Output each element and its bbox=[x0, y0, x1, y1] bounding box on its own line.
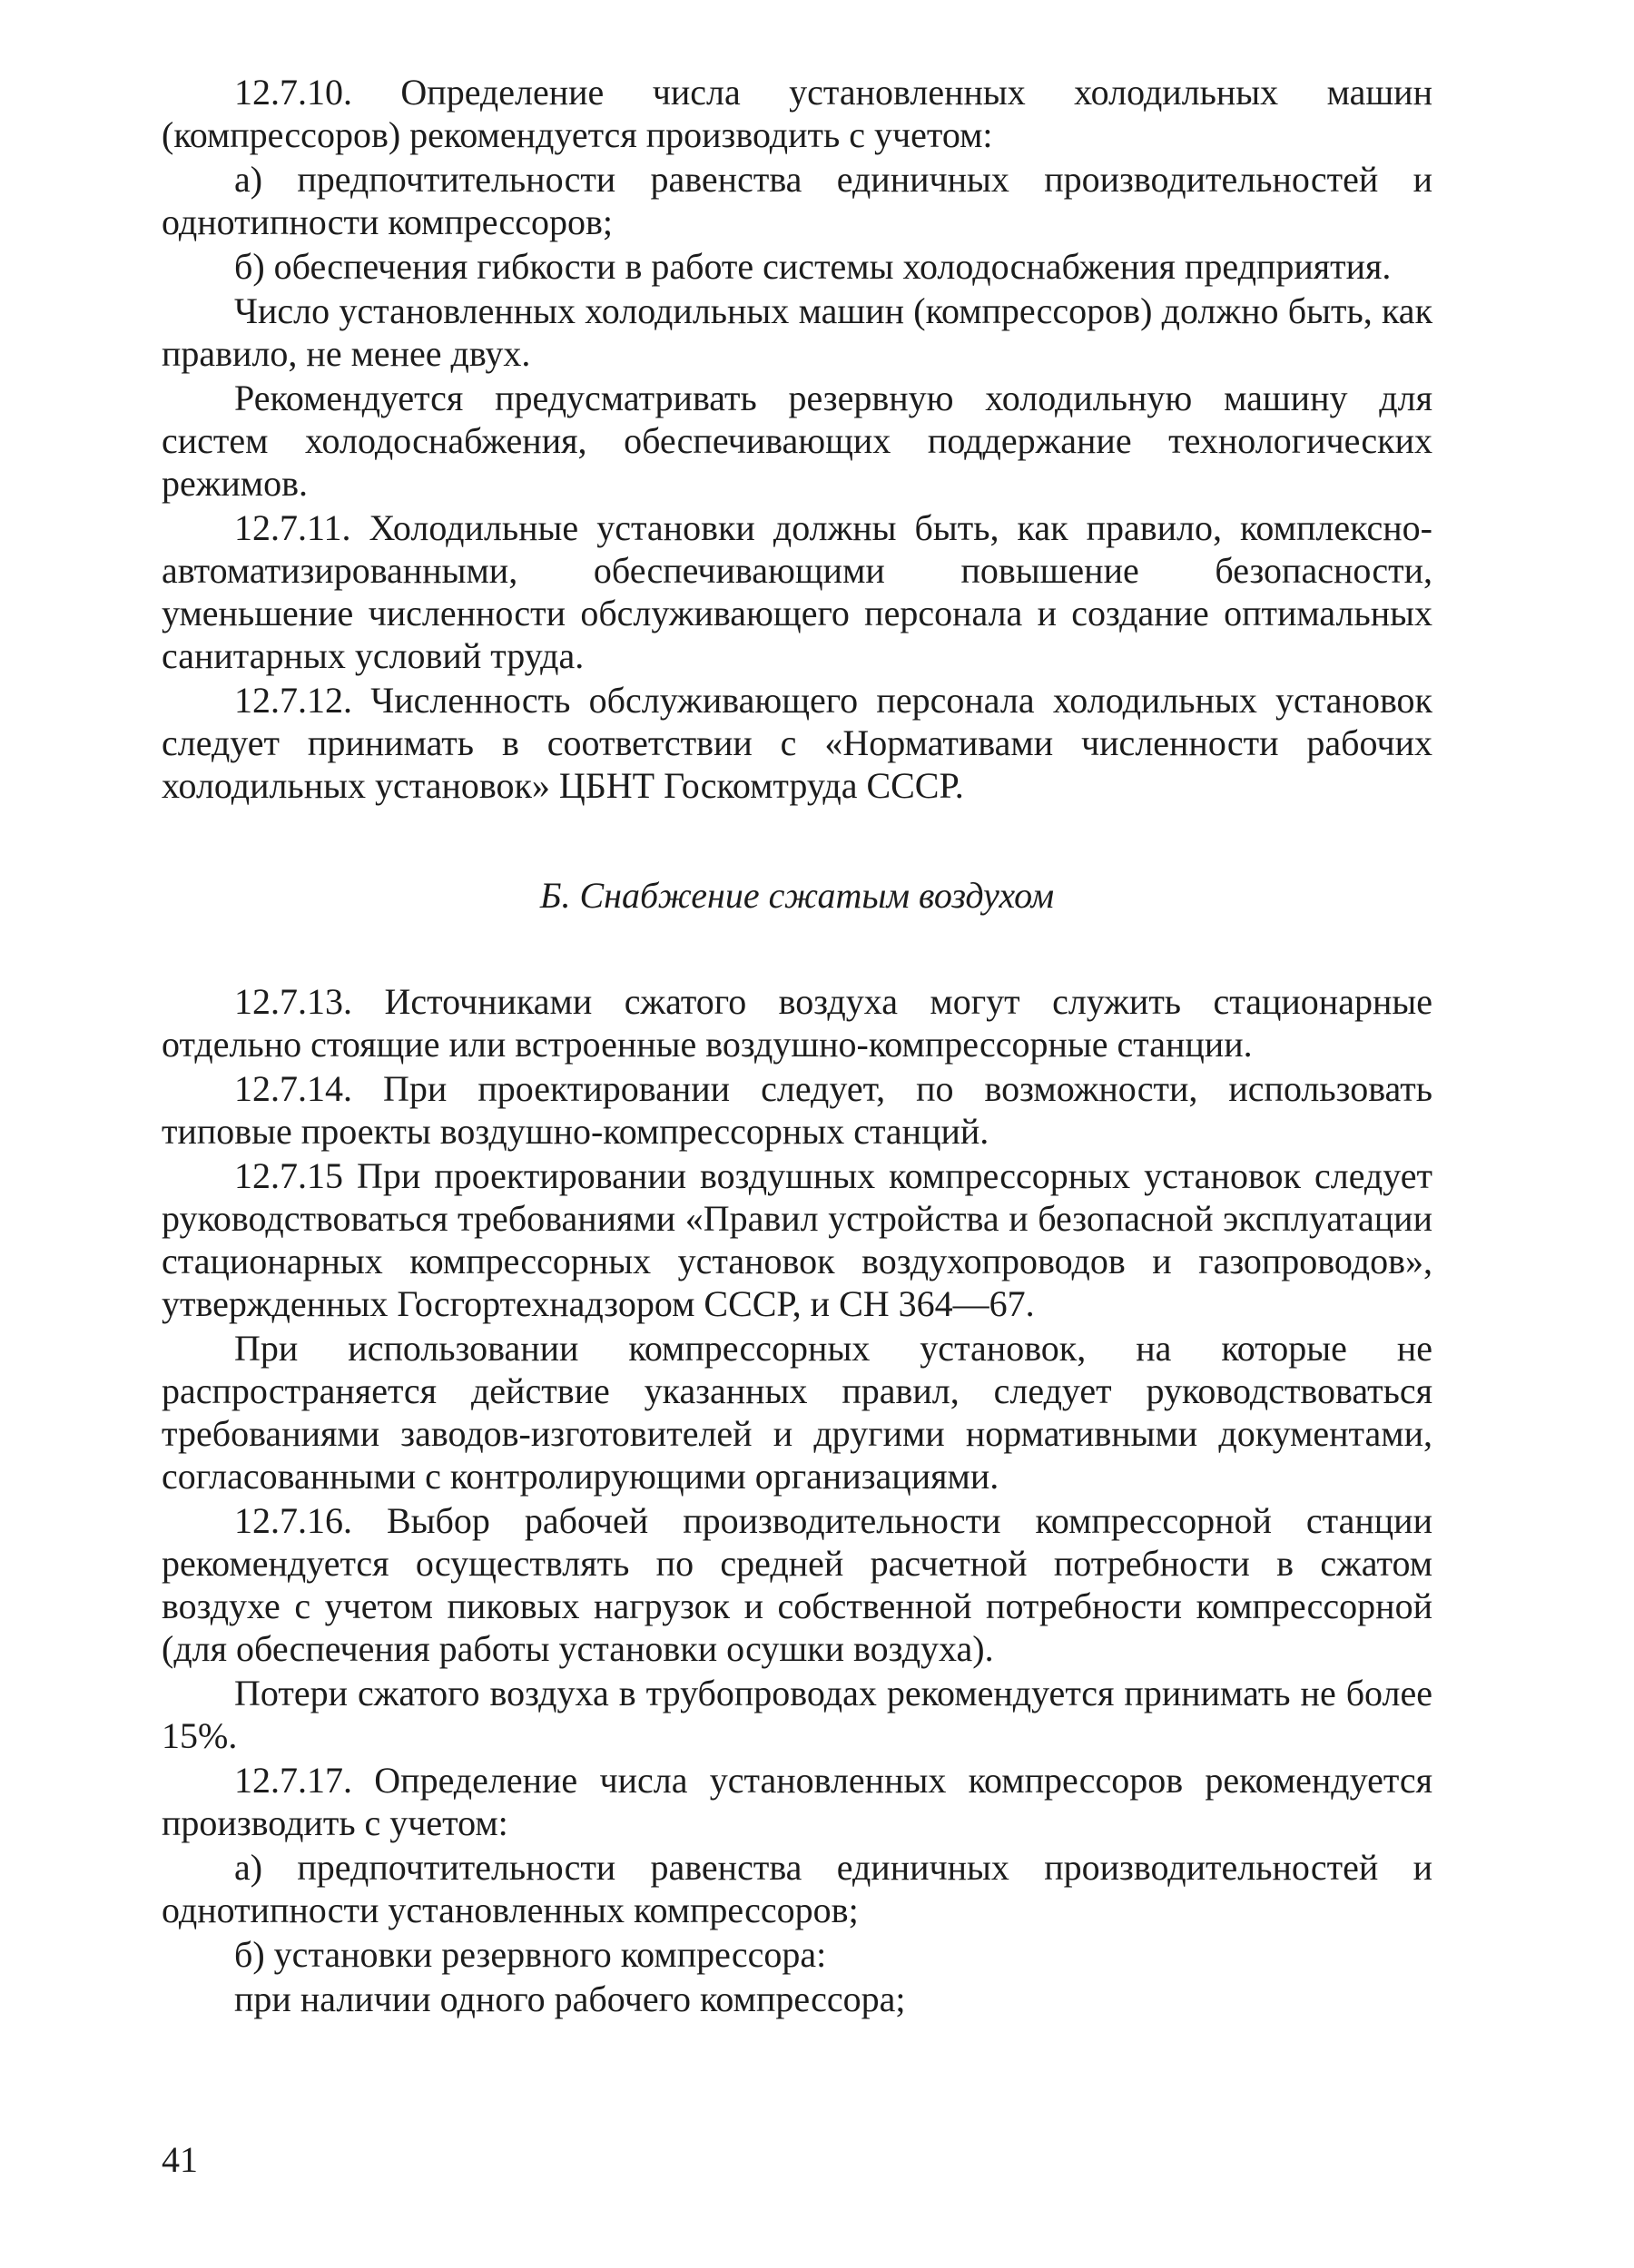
section-a-body bbox=[162, 71, 1432, 807]
clause-12-7-10-item-b: б) обеспечения гибкости в работе системы холодоснабжения предприятия. bbox=[234, 246, 1392, 287]
document-page bbox=[162, 71, 1432, 2022]
clause-12-7-16: 12.7.16. Выбор рабочей производительности компрессорной станции рекомендуется осуществлять по средней расчетной потребности в сжатом воздухе с учетом пиковых нагрузок и собственной потребности компрессорной (для обеспечения работы установки осушки воздуха). bbox=[162, 1500, 1432, 1669]
section-heading: Б. Снабжение сжатым воздухом bbox=[539, 875, 1055, 916]
clause-12-7-15: 12.7.15 При проектировании воздушных компрессорных установок следует руководствоваться требованиями «Правил устройства и безопасной эксплуатации стационарных компрессорных установок воздухопроводов и газопроводов», утвержденных Госгортехнадзором СССР, и СН 364—67. bbox=[162, 1155, 1432, 1324]
clause-12-7-17-item-b-sub: при наличии одного рабочего компрессора; bbox=[234, 1978, 906, 2019]
clause-12-7-14: 12.7.14. При проектировании следует, по возможности, использовать типовые проекты воздушно-компрессорных станций. bbox=[162, 1068, 1432, 1152]
clause-12-7-11: 12.7.11. Холодильные установки должны быть, как правило, комплексно-автоматизированными, обеспечивающими повышение безопасности, уменьшение численности обслуживающего персонала и создание оптимальных санитарных условий труда. bbox=[162, 507, 1432, 676]
clause-12-7-17: 12.7.17. Определение числа установленных компрессоров рекомендуется производить с учетом: bbox=[162, 1760, 1432, 1843]
clause-12-7-15-para-2: При использовании компрессорных установок, на которые не распространяется действие указанных правил, следует руководствоваться требованиями заводов-изготовителей и другими нормативными документами, согласованными с контролирующими организациями. bbox=[162, 1328, 1432, 1497]
clause-12-7-13: 12.7.13. Источниками сжатого воздуха могут служить стационарные отдельно стоящие или встроенные воздушно-компрессорные станции. bbox=[162, 981, 1432, 1065]
page-number: 41 bbox=[162, 2139, 198, 2180]
clause-12-7-12: 12.7.12. Численность обслуживающего персонала холодильных установок следует принимать в соответствии с «Нормативами численности рабочих холодильных установок» ЦБНТ Госкомтруда СССР. bbox=[162, 680, 1432, 806]
clause-12-7-17-item-b: б) установки резервного компрессора: bbox=[234, 1934, 827, 1975]
clause-12-7-10-para-2: Число установленных холодильных машин (компрессоров) должно быть, как правило, не менее двух. bbox=[162, 290, 1432, 374]
clause-12-7-16-para-2: Потери сжатого воздуха в трубопроводах рекомендуется принимать не более 15%. bbox=[162, 1673, 1432, 1756]
clause-12-7-10: 12.7.10. Определение числа установленных холодильных машин (компрессоров) рекомендуется производить с учетом: bbox=[162, 72, 1432, 155]
clause-12-7-10-item-a: а) предпочтительности равенства единичных производительностей и однотипности компрессоров; bbox=[162, 159, 1432, 242]
section-b-body bbox=[162, 980, 1432, 2020]
clause-12-7-17-item-a: а) предпочтительности равенства единичных производительностей и однотипности установленных компрессоров; bbox=[162, 1847, 1432, 1930]
clause-12-7-10-para-3: Рекомендуется предусматривать резервную холодильную машину для систем холодоснабжения, обеспечивающих поддержание технологических режимов. bbox=[162, 378, 1432, 504]
